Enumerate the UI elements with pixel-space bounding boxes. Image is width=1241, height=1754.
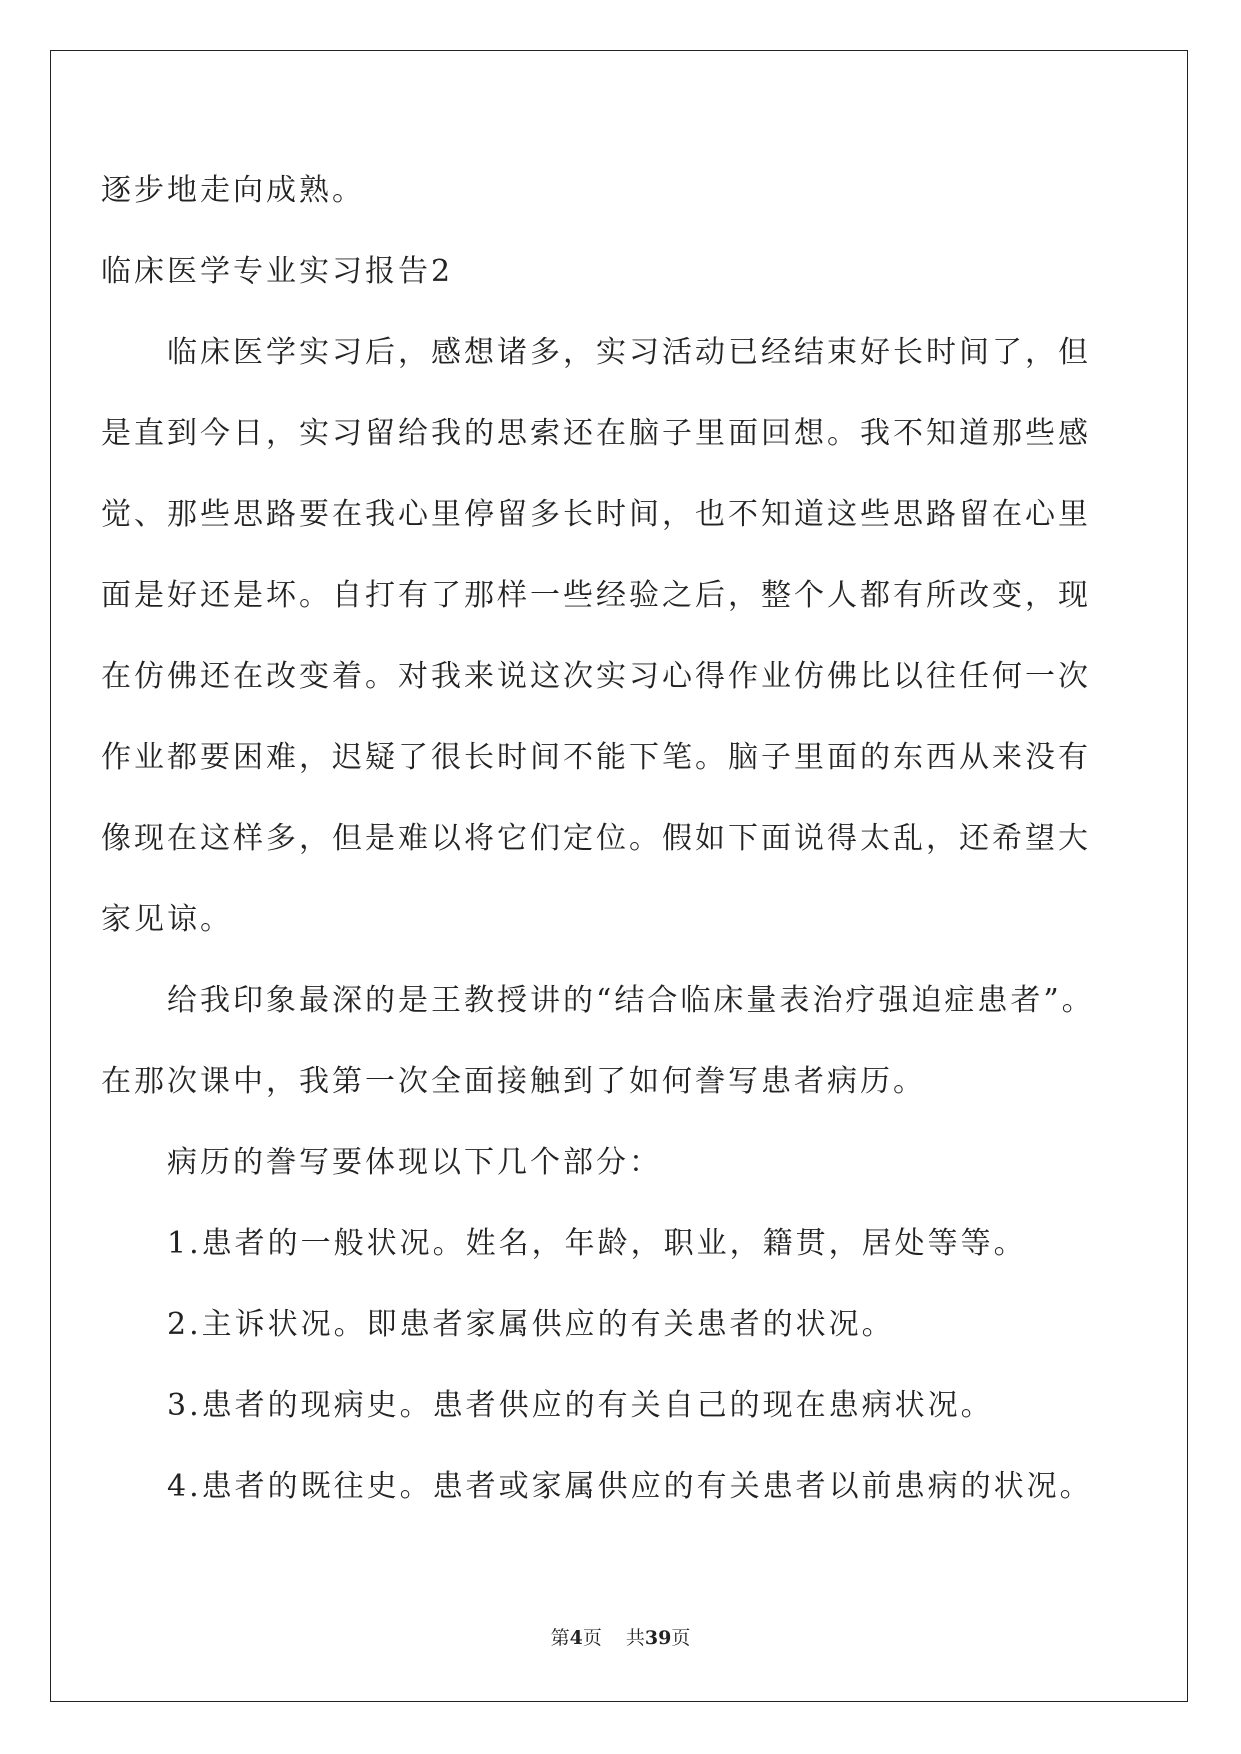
paragraph-line: 临床医学实习后，感想诸多，实习活动已经结束好长时间了，但 xyxy=(167,335,1091,370)
paragraph-line: 家见谅。 xyxy=(101,902,233,937)
list-item: 2.主诉状况。即患者家属供应的有关患者的状况。 xyxy=(167,1307,895,1342)
list-item: 4.患者的既往史。患者或家属供应的有关患者以前患病的状况。 xyxy=(167,1469,1093,1504)
list-item: 3.患者的现病史。患者供应的有关自己的现在患病状况。 xyxy=(167,1388,994,1423)
footer-prefix: 第 xyxy=(550,1627,570,1649)
list-item: 1.患者的一般状况。姓名，年龄，职业，籍贯，居处等等。 xyxy=(167,1226,1027,1261)
paragraph-line: 给我印象最深的是王教授讲的“结合临床量表治疗强迫症患者”。 xyxy=(167,983,1095,1018)
paragraph-line: 像现在这样多，但是难以将它们定位。假如下面说得太乱，还希望大 xyxy=(101,821,1091,856)
section-title: 临床医学专业实习报告2 xyxy=(101,254,454,289)
paragraph-line: 病历的誊写要体现以下几个部分： xyxy=(167,1145,662,1180)
paragraph-line: 觉、那些思路要在我心里停留多长时间，也不知道这些思路留在心里 xyxy=(101,497,1091,532)
paragraph-line: 作业都要困难，迟疑了很长时间不能下笔。脑子里面的东西从来没有 xyxy=(101,740,1091,775)
footer-total-prefix: 共 xyxy=(625,1627,645,1649)
total-pages-number: 39 xyxy=(644,1627,672,1649)
paragraph-line: 面是好还是坏。自打有了那样一些经验之后，整个人都有所改变，现 xyxy=(101,578,1091,613)
body-line: 逐步地走向成熟。 xyxy=(101,173,365,208)
page-footer xyxy=(0,1623,1241,1650)
document-body xyxy=(101,160,1101,1537)
paragraph-line: 在那次课中，我第一次全面接触到了如何誊写患者病历。 xyxy=(101,1064,926,1099)
paragraph-line: 是直到今日，实习留给我的思索还在脑子里面回想。我不知道那些感 xyxy=(101,416,1091,451)
current-page-number: 4 xyxy=(569,1627,583,1649)
paragraph-line: 在仿佛还在改变着。对我来说这次实习心得作业仿佛比以往任何一次 xyxy=(101,659,1091,694)
footer-page-suffix: 页 xyxy=(582,1627,602,1649)
footer-total-suffix: 页 xyxy=(671,1627,691,1649)
